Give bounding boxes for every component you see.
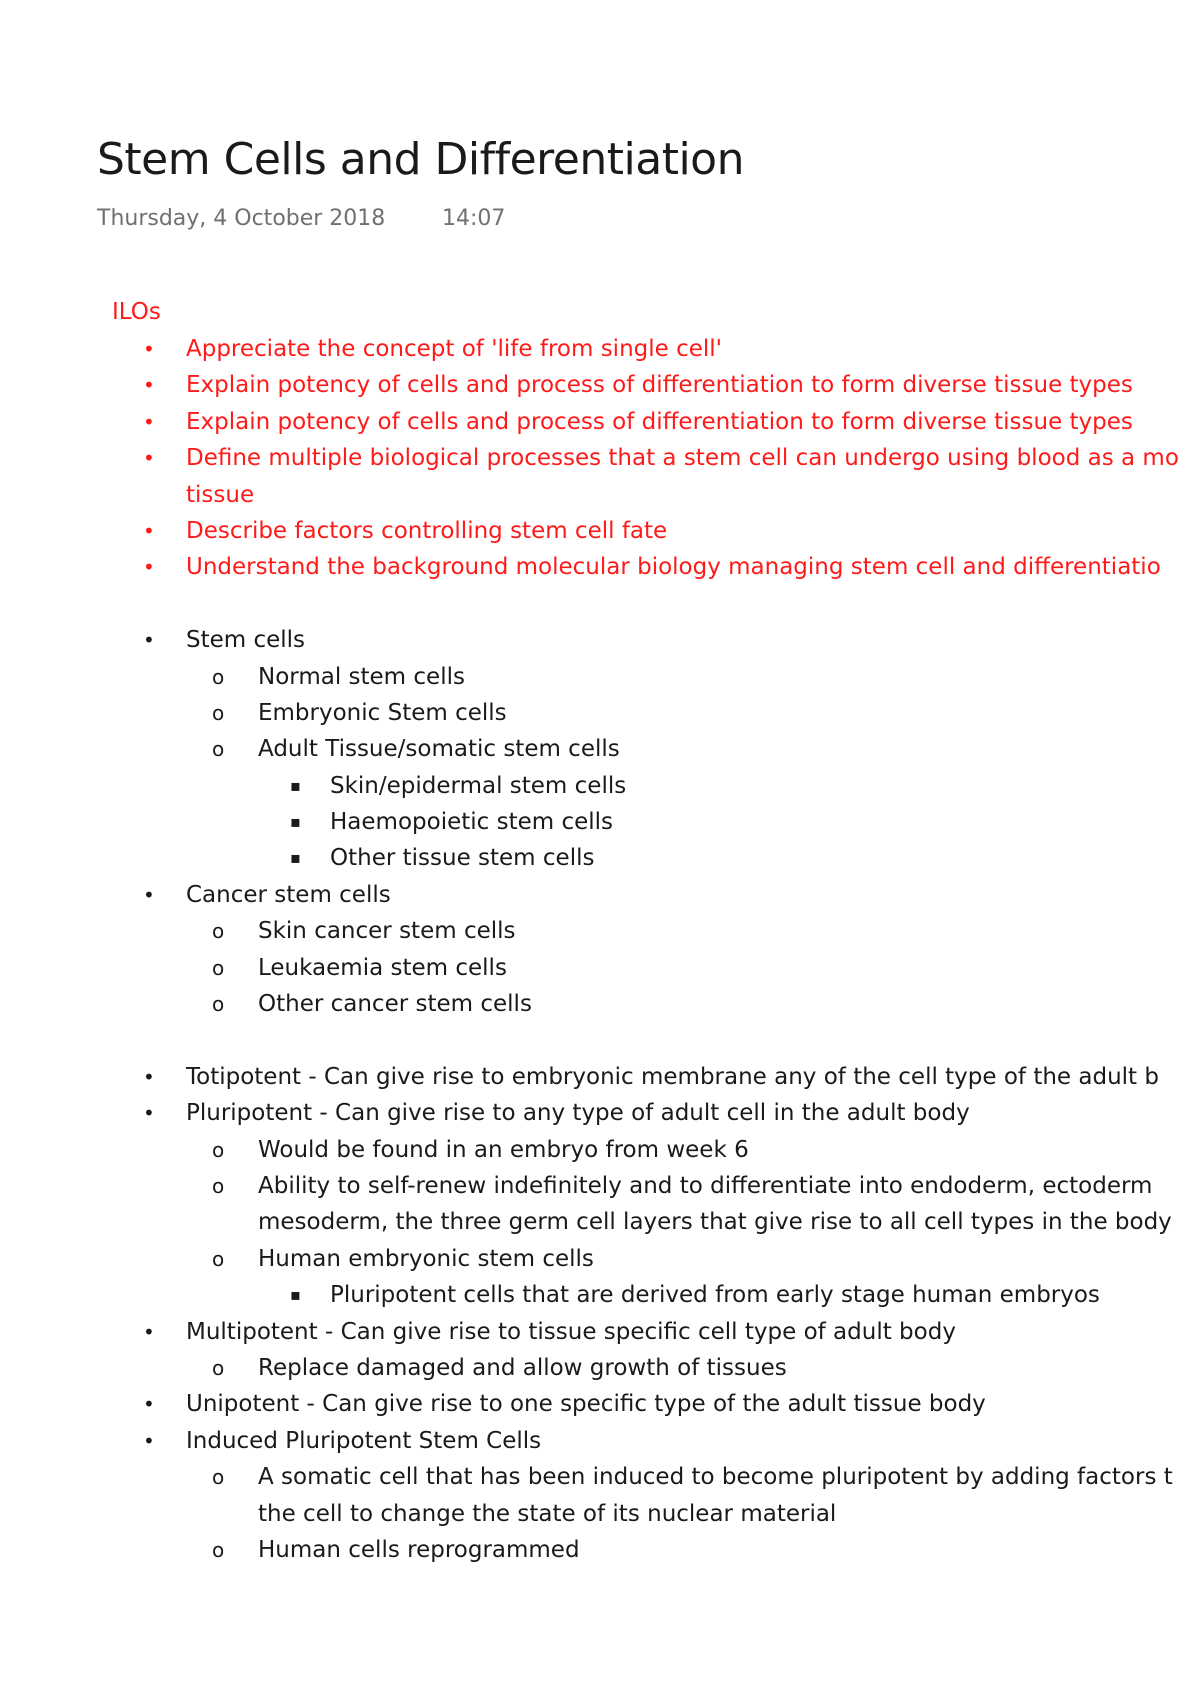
list-item	[0, 622, 1200, 658]
list-item	[0, 1059, 1200, 1095]
list-item	[0, 1277, 1200, 1313]
list-item-continuation	[0, 1496, 1200, 1532]
ilo-text: Understand the background molecular biology managing stem cell and differentiatio	[186, 554, 1161, 581]
bullet-disc-icon: •	[143, 409, 155, 434]
list-item	[0, 1532, 1200, 1568]
bullet-circle-icon: o	[212, 1355, 225, 1380]
list-item-text: Induced Pluripotent Stem Cells	[186, 1427, 542, 1454]
bullet-disc-icon: •	[143, 1101, 155, 1126]
list-item	[0, 1386, 1200, 1422]
list-item-text: Pluripotent - Can give rise to any type of adult cell in the adult body	[186, 1100, 970, 1127]
bullet-circle-icon: o	[212, 1537, 225, 1562]
list-item-continuation	[0, 1204, 1200, 1240]
ilo-text: Appreciate the concept of 'life from single cell'	[186, 336, 722, 362]
bullet-circle-icon: o	[212, 992, 225, 1017]
list-item-text: Replace damaged and allow growth of tissues	[258, 1354, 787, 1381]
list-item-text: mesoderm, the three germ cell layers that give rise to all cell types in the body	[258, 1209, 1172, 1236]
bullet-disc-icon: •	[143, 555, 155, 580]
list-item	[0, 1168, 1200, 1204]
ilo-item	[0, 549, 1200, 585]
bullet-circle-icon: o	[212, 1246, 225, 1271]
list-item	[0, 986, 1200, 1022]
bullet-circle-icon: o	[212, 955, 225, 980]
note-body	[0, 331, 1200, 1568]
ilo-text: tissue	[186, 481, 255, 508]
list-item-text: Human cells reprogrammed	[258, 1536, 580, 1563]
list-item-text: Other cancer stem cells	[258, 991, 532, 1018]
ilo-text: Define multiple biological processes that a stem cell can undergo using blood as a mo	[186, 445, 1179, 472]
list-item	[0, 768, 1200, 804]
list-item	[0, 1241, 1200, 1277]
list-item	[0, 840, 1200, 876]
list-item-text: Leukaemia stem cells	[258, 954, 507, 981]
list-item-text: the cell to change the state of its nuclear material	[258, 1500, 837, 1527]
ilo-text: Describe factors controlling stem cell fate	[186, 517, 668, 544]
bullet-disc-icon: •	[143, 1428, 155, 1453]
list-item-text: Multipotent - Can give rise to tissue specific cell type of adult body	[186, 1318, 956, 1345]
note-time: 14:07	[442, 206, 506, 231]
spacer	[0, 586, 1200, 622]
bullet-disc-icon: •	[143, 446, 155, 471]
list-item-text: Totipotent - Can give rise to embryonic membrane any of the cell type of the adult b	[186, 1063, 1159, 1090]
list-item	[0, 695, 1200, 731]
list-item-text: Haemopoietic stem cells	[330, 809, 614, 836]
list-item	[0, 913, 1200, 949]
bullet-circle-icon: o	[212, 737, 225, 762]
list-item-text: Pluripotent cells that are derived from early stage human embryos	[330, 1282, 1100, 1309]
list-item-text: A somatic cell that has been induced to become pluripotent by adding factors t	[258, 1464, 1173, 1491]
bullet-square-icon: ▪	[290, 1285, 301, 1305]
list-item-text: Skin/epidermal stem cells	[330, 772, 627, 799]
list-item-text: Normal stem cells	[258, 663, 465, 690]
list-item	[0, 804, 1200, 840]
list-item-text: Stem cells	[186, 627, 306, 654]
bullet-disc-icon: •	[143, 373, 155, 398]
list-item-text: Cancer stem cells	[186, 881, 391, 908]
ilo-text: Explain potency of cells and process of differentiation to form diverse tissue types	[186, 408, 1133, 435]
list-item	[0, 1314, 1200, 1350]
ilo-item	[0, 404, 1200, 440]
list-item	[0, 659, 1200, 695]
bullet-disc-icon: •	[143, 337, 155, 361]
list-item-text: Other tissue stem cells	[330, 845, 595, 872]
list-item	[0, 950, 1200, 986]
bullet-disc-icon: •	[143, 1319, 155, 1344]
list-item-text: Ability to self-renew indefinitely and to differentiate into endoderm, ectoderm	[258, 1172, 1153, 1199]
bullet-circle-icon: o	[212, 1173, 225, 1198]
list-item	[0, 1132, 1200, 1168]
bullet-circle-icon: o	[212, 664, 225, 689]
bullet-disc-icon: •	[143, 1392, 155, 1417]
bullet-circle-icon: o	[212, 1137, 225, 1162]
clipped-text-line	[330, 1578, 530, 1584]
list-item	[0, 1095, 1200, 1131]
bullet-circle-icon: o	[212, 1465, 225, 1490]
list-item-text: Adult Tissue/somatic stem cells	[258, 736, 620, 763]
ilos-heading: ILOs	[112, 299, 161, 325]
list-item-text: Human embryonic stem cells	[258, 1245, 594, 1272]
bullet-disc-icon: •	[143, 518, 155, 543]
ilo-item	[0, 513, 1200, 549]
list-item	[0, 1350, 1200, 1386]
note-date: Thursday, 4 October 2018	[97, 206, 386, 231]
ilo-item	[0, 440, 1200, 476]
ilo-item	[0, 367, 1200, 403]
bullet-disc-icon: •	[143, 1064, 155, 1089]
page-title: Stem Cells and Differentiation	[97, 134, 744, 185]
ilo-item-continuation	[0, 477, 1200, 513]
list-item-text: Unipotent - Can give rise to one specific type of the adult tissue body	[186, 1391, 986, 1418]
bullet-square-icon: ▪	[290, 848, 301, 868]
list-item-text: Skin cancer stem cells	[258, 918, 516, 945]
bullet-circle-icon: o	[212, 700, 225, 725]
list-item	[0, 1459, 1200, 1495]
bullet-disc-icon: •	[143, 628, 155, 653]
list-item-text: Would be found in an embryo from week 6	[258, 1136, 749, 1163]
bullet-disc-icon: •	[143, 882, 155, 907]
list-item	[0, 877, 1200, 913]
list-item	[0, 731, 1200, 767]
bullet-square-icon: ▪	[290, 775, 301, 795]
ilo-text: Explain potency of cells and process of differentiation to form diverse tissue types	[186, 372, 1133, 399]
bullet-square-icon: ▪	[290, 812, 301, 832]
ilo-item	[0, 331, 1200, 367]
list-item-text: Embryonic Stem cells	[258, 699, 507, 726]
spacer	[0, 1022, 1200, 1058]
list-item	[0, 1423, 1200, 1459]
bullet-circle-icon: o	[212, 919, 225, 944]
